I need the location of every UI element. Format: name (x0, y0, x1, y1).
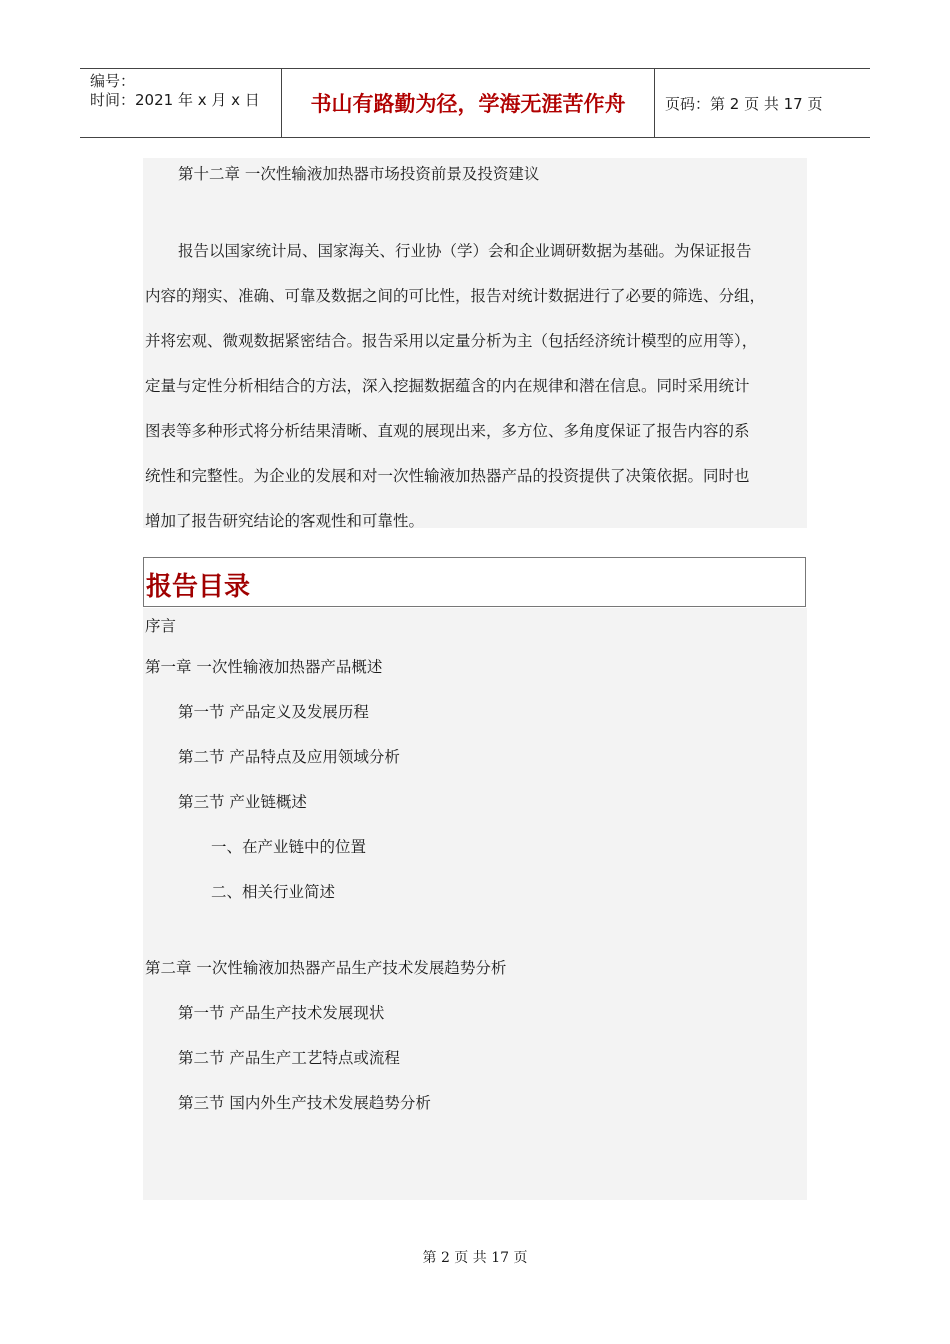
toc-item: 第一节 产品生产技术发展现状 (178, 1004, 385, 1022)
chapter-12-heading: 第十二章 一次性输液加热器市场投资前景及投资建议 (178, 165, 540, 183)
toc-item: 第三节 国内外生产技术发展趋势分析 (178, 1094, 431, 1112)
toc-item: 第二节 产品特点及应用领域分析 (178, 748, 400, 766)
toc-title: 报告目录 (146, 572, 251, 602)
paragraph-line: 统性和完整性。为企业的发展和对一次性输液加热器产品的投资提供了决策依据。同时也 (145, 467, 750, 485)
toc-item: 序言 (145, 617, 177, 635)
toc-item: 二、相关行业简述 (211, 883, 336, 901)
toc-item: 一、在产业链中的位置 (211, 838, 367, 856)
paragraph-line: 并将宏观、微观数据紧密结合。报告采用以定量分析为主（包括经济统计模型的应用等）， (145, 332, 758, 350)
toc-item: 第二节 产品生产工艺特点或流程 (178, 1049, 400, 1067)
doc-number-label: 编号： (90, 72, 136, 90)
toc-item: 第三节 产业链概述 (178, 793, 307, 811)
toc-title-box (143, 557, 806, 607)
toc-item: 第二章 一次性输液加热器产品生产技术发展趋势分析 (145, 959, 507, 977)
paragraph-line: 定量与定性分析相结合的方法，深入挖掘数据蕴含的内在规律和潜在信息。同时采用统计 (145, 377, 750, 395)
paragraph-line: 图表等多种形式将分析结果清晰、直观的展现出来，多方位、多角度保证了报告内容的系 (145, 422, 750, 440)
paragraph-line: 增加了报告研究结论的客观性和可靠性。 (145, 512, 425, 530)
toc-item: 第一章 一次性输液加热器产品概述 (145, 658, 383, 676)
header-motto: 书山有路勤为径，学海无涯苦作舟 (282, 69, 655, 137)
toc-item: 第一节 产品定义及发展历程 (178, 703, 369, 721)
paragraph-line: 报告以国家统计局、国家海关、行业协（学）会和企业调研数据为基础。为保证报告 (178, 242, 752, 260)
time-label: 时间：2021 年 x 月 x 日 (90, 91, 260, 109)
paragraph-line: 内容的翔实、准确、可靠及数据之间的可比性，报告对统计数据进行了必要的筛选、分组， (145, 287, 766, 305)
header-page-number: 页码：第 2 页 共 17 页 (665, 94, 823, 113)
page-header (80, 68, 870, 138)
page-footer: 第 2 页 共 17 页 (422, 1250, 528, 1266)
header-info-cell (80, 69, 282, 137)
